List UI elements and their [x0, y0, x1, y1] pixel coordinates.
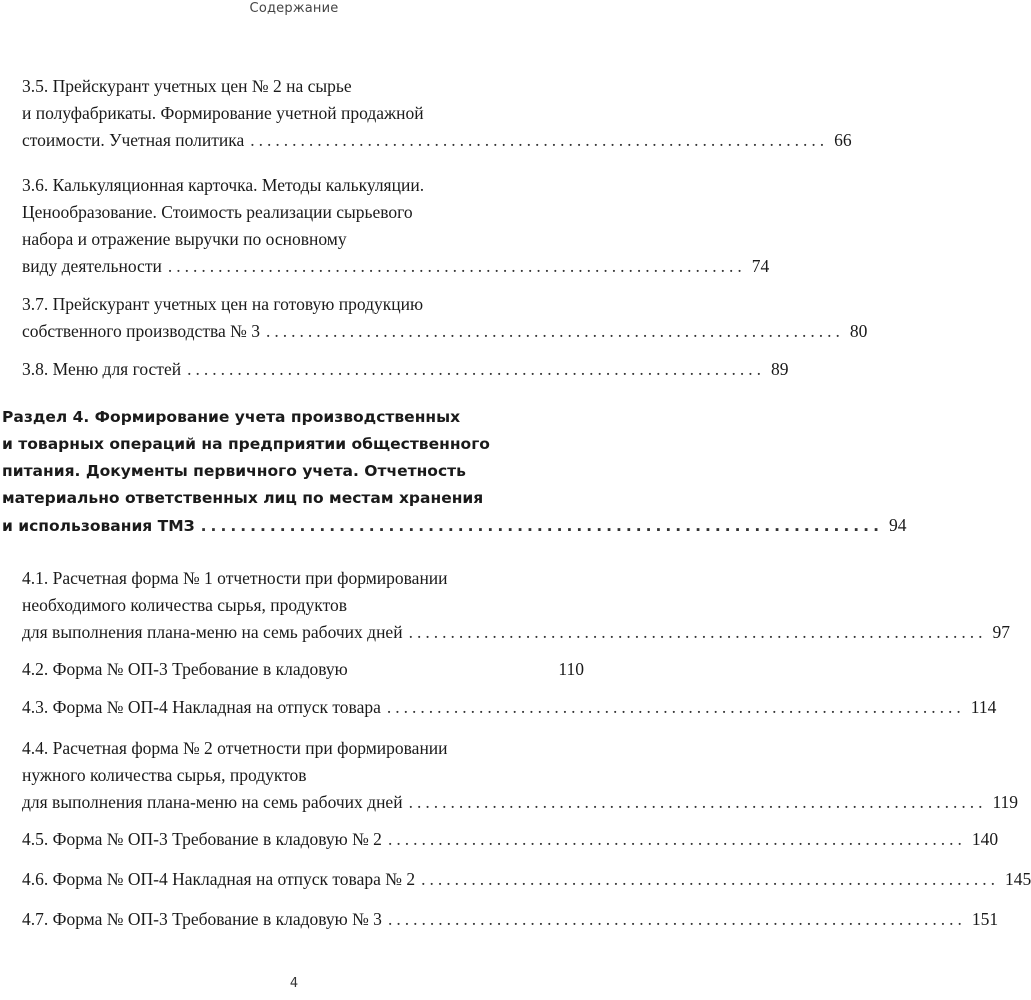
- dot-leader: .....................................................................: [408, 792, 987, 812]
- dot-leader: .....................................................................: [386, 697, 965, 717]
- page-number: 151: [971, 909, 999, 929]
- toc-entry-4-2[interactable]: [22, 656, 584, 683]
- toc-line: собственного производства № 3: [22, 321, 260, 341]
- page-folio: 4: [289, 976, 299, 991]
- toc-line: 4.6. Форма № ОП-4 Накладная на отпуск товара № 2: [22, 869, 416, 889]
- toc-line: Ценообразование. Стоимость реализации сырьевого: [22, 202, 413, 222]
- toc-line: 3.6. Калькуляционная карточка. Методы калькуляции.: [22, 175, 425, 195]
- toc-line: набора и отражение выручки по основному: [22, 229, 347, 249]
- page-number: 114: [970, 697, 997, 717]
- toc-line: виду деятельности: [22, 256, 162, 276]
- toc-entry-4-7[interactable]: [22, 906, 999, 933]
- toc-line: 4.1. Расчетная форма № 1 отчетности при формировании: [22, 568, 448, 588]
- toc-line: необходимого количества сырья, продуктов: [22, 595, 348, 615]
- page-number: 140: [971, 829, 999, 849]
- page-number: 66: [834, 130, 852, 150]
- toc-line: 3.5. Прейскурант учетных цен № 2 на сырье: [22, 76, 352, 96]
- page-number: 110: [558, 659, 584, 679]
- toc-line: нужного количества сырья, продуктов: [22, 765, 307, 785]
- toc-entry-4-1[interactable]: [22, 565, 1010, 646]
- toc-entry-3-6[interactable]: [22, 172, 770, 280]
- toc-line: и товарных операций на предприятии общественного: [2, 435, 490, 453]
- page-number: 74: [751, 256, 770, 276]
- toc-entry-3-8[interactable]: [22, 356, 789, 383]
- toc-line: стоимости. Учетная политика: [22, 130, 245, 150]
- dot-leader: .....................................................................: [200, 517, 883, 535]
- page-number: 97: [992, 622, 1010, 642]
- toc-line: для выполнения плана-меню на семь рабочих дней: [22, 792, 403, 812]
- toc-entry-4-4[interactable]: [22, 735, 1019, 816]
- toc-entry-4-3[interactable]: [22, 694, 997, 721]
- toc-line: 4.4. Расчетная форма № 2 отчетности при формировании: [22, 738, 448, 758]
- page-number: 119: [992, 792, 1019, 812]
- dot-leader: .....................................................................: [250, 130, 829, 150]
- page-number: 80: [849, 321, 868, 341]
- toc-line: 3.8. Меню для гостей: [22, 359, 182, 379]
- dot-leader: .....................................................................: [167, 256, 746, 276]
- toc-line: 4.3. Форма № ОП-4 Накладная на отпуск товара: [22, 697, 381, 717]
- dot-leader: .....................................................................: [421, 869, 999, 889]
- dot-leader: .....................................................................: [387, 909, 966, 929]
- toc-line: 4.5. Форма № ОП-3 Требование в кладовую № 2: [22, 829, 382, 849]
- running-head: Содержание: [249, 1, 339, 16]
- toc-line: 4.7. Форма № ОП-3 Требование в кладовую № 3: [22, 909, 382, 929]
- dot-leader: [354, 656, 553, 683]
- page-number: 145: [1004, 869, 1031, 889]
- dot-leader: .....................................................................: [187, 359, 765, 379]
- toc-entry-4-5[interactable]: [22, 826, 999, 853]
- page-number: 89: [770, 359, 789, 379]
- toc-line: материально ответственных лиц по местам хранения: [2, 489, 484, 507]
- toc-entry-4-6[interactable]: [22, 866, 1031, 893]
- toc-line: 4.2. Форма № ОП-3 Требование в кладовую: [22, 659, 348, 679]
- toc-line: для выполнения плана-меню на семь рабочих дней: [22, 622, 403, 642]
- toc-line: Раздел 4. Формирование учета производственных: [2, 408, 461, 426]
- toc-section-4[interactable]: [2, 404, 907, 539]
- toc-line: 3.7. Прейскурант учетных цен на готовую продукцию: [22, 294, 424, 314]
- toc-line: и использования ТМЗ: [2, 517, 195, 535]
- toc-entry-3-5[interactable]: [22, 73, 852, 154]
- dot-leader: .....................................................................: [387, 829, 966, 849]
- toc-line: питания. Документы первичного учета. Отчетность: [2, 462, 466, 480]
- dot-leader: .....................................................................: [408, 622, 987, 642]
- dot-leader: .....................................................................: [265, 321, 844, 341]
- page-number: 94: [888, 515, 907, 535]
- toc-line: и полуфабрикаты. Формирование учетной продажной: [22, 103, 424, 123]
- toc-entry-3-7[interactable]: [22, 291, 868, 345]
